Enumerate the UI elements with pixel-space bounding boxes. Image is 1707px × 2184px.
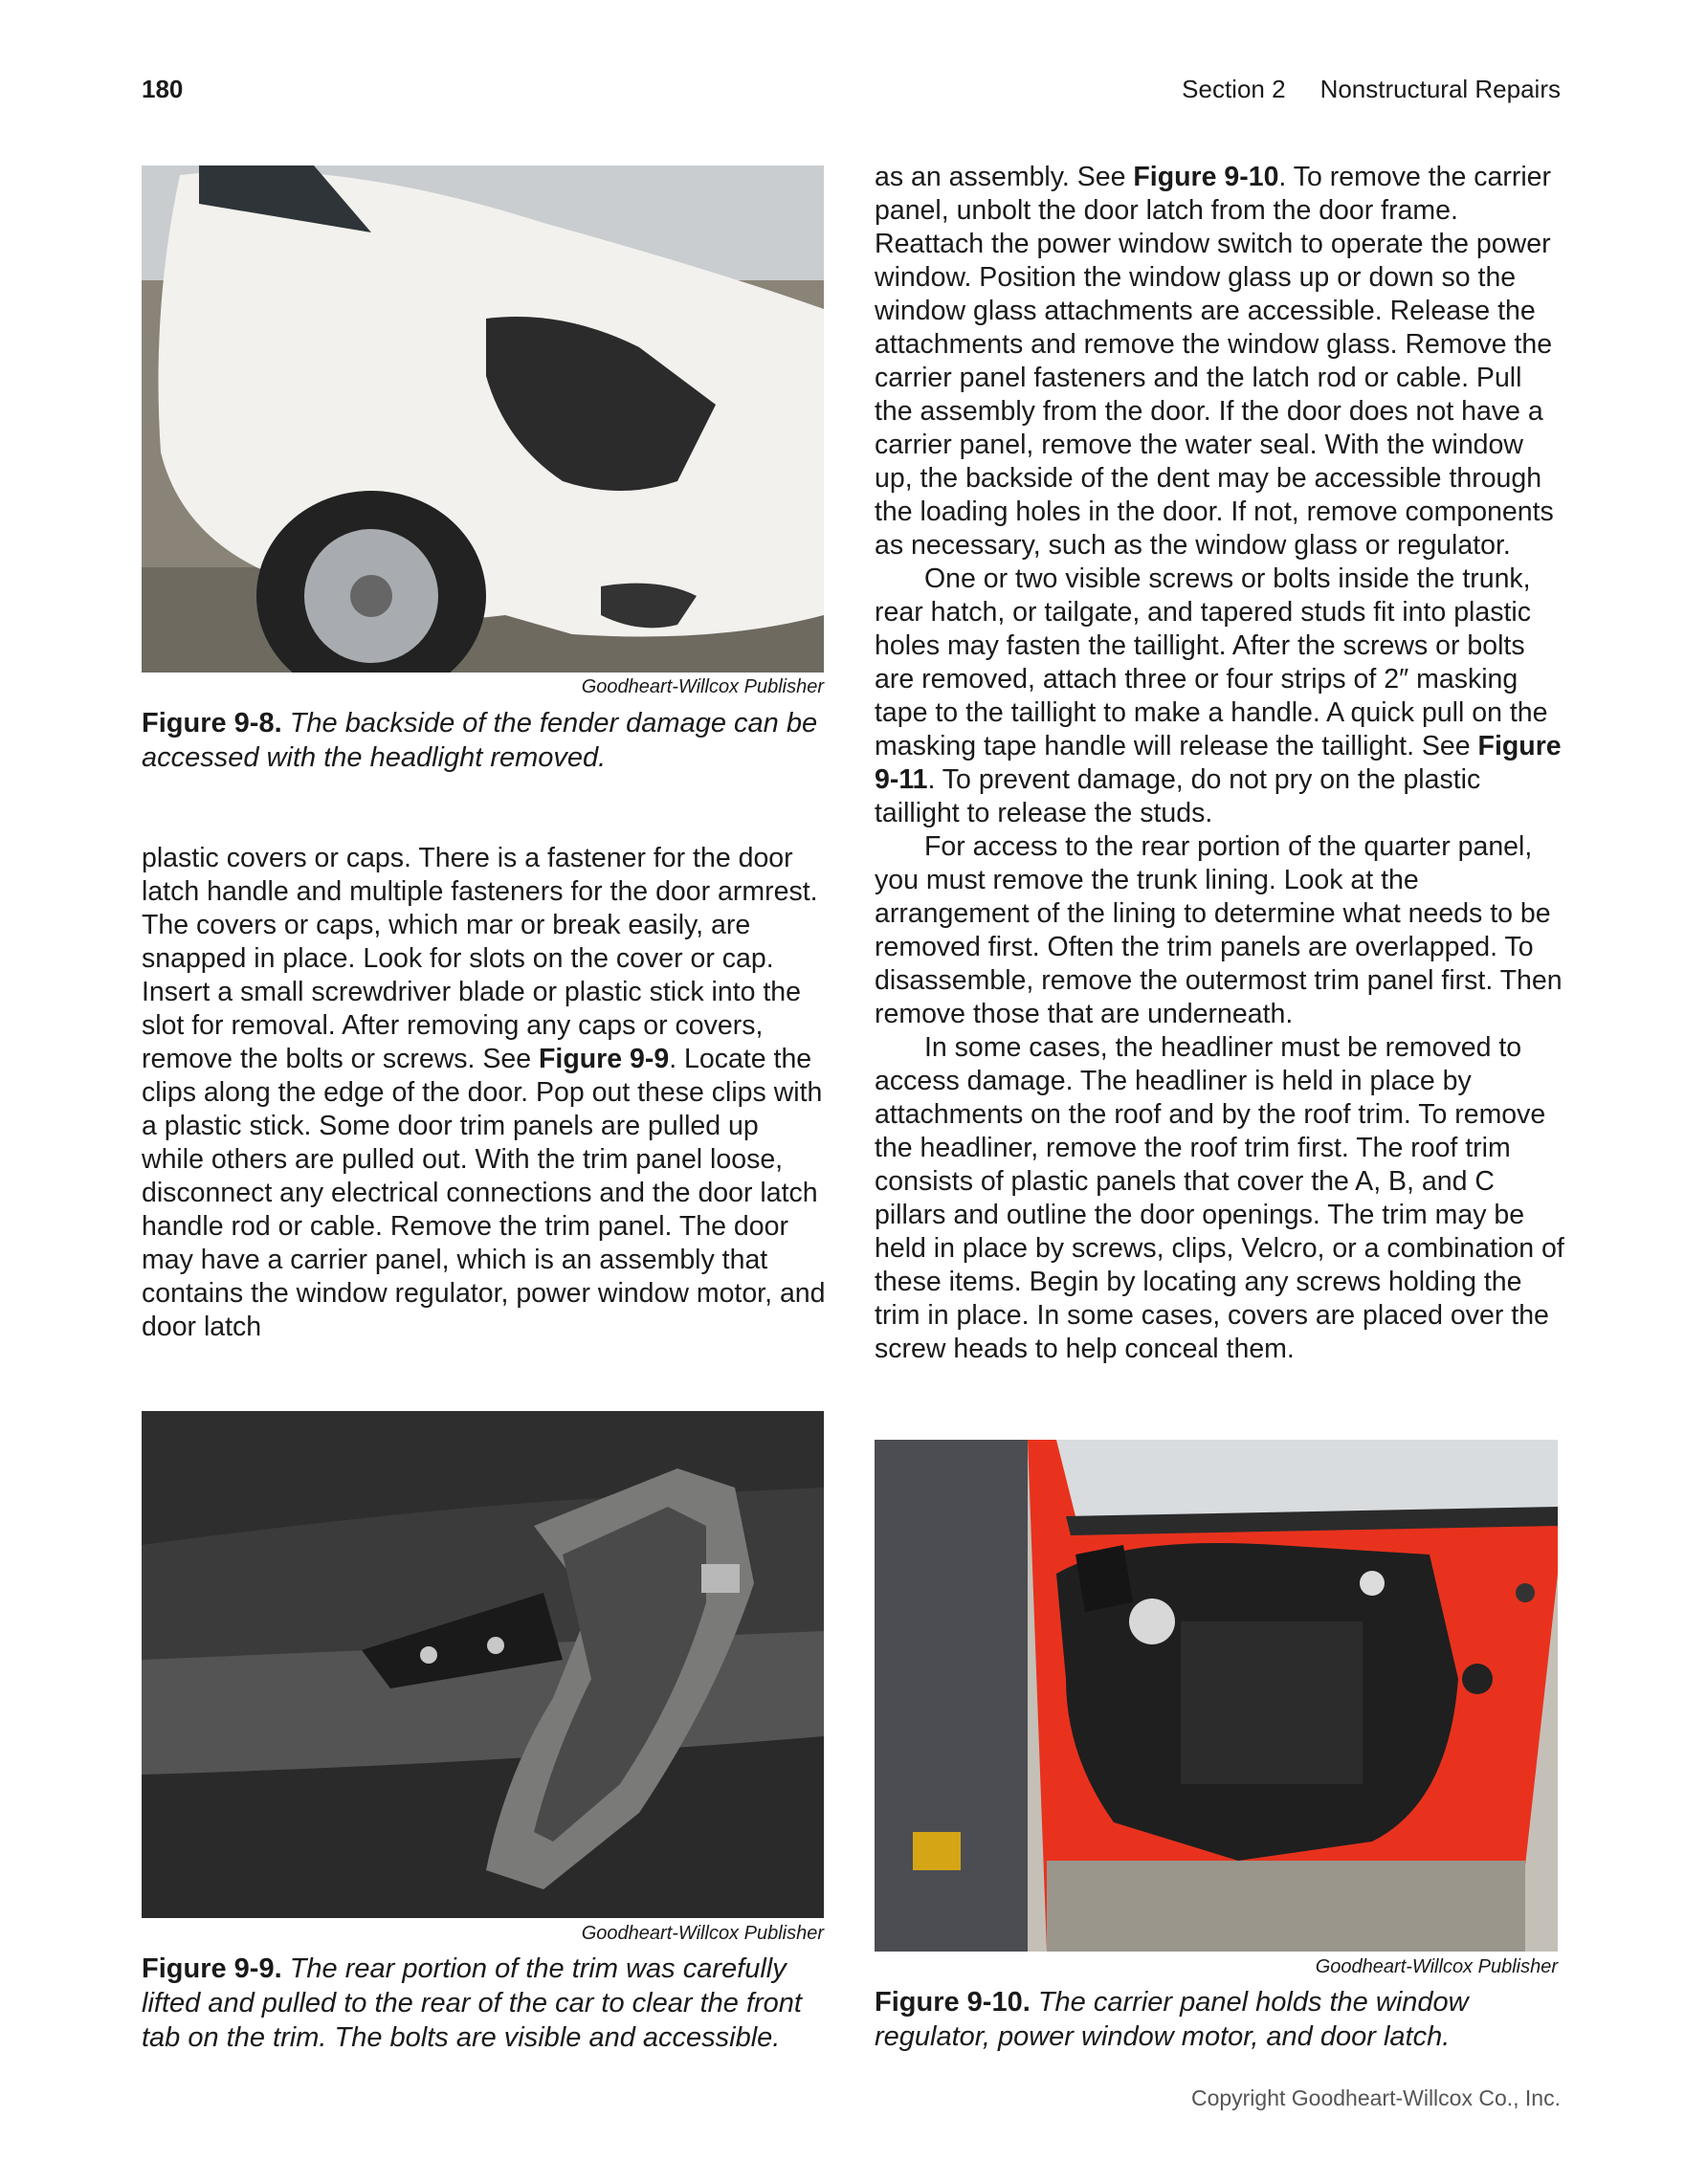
paragraph: In some cases, the headliner must be removed to access damage. The headliner is held in place by attachments on the roof and by the roof trim. To remove the headliner, remove the roof trim first. The roof trim consists of plastic panels that cover the A, B, and C pillars and outline the door openings. The trim may be held in place by screws, clips, Velcro, or a combination of these items. Begin by locating any screws holding the trim in place. In some cases, covers are placed over the screw heads to help conceal them. xyxy=(875,1032,1564,1364)
figure-9-8-label: Figure 9-8. xyxy=(142,708,282,739)
section-number: Section 2 xyxy=(1182,75,1286,103)
figure-9-9-label: Figure 9-9. xyxy=(142,1953,282,1984)
section-header xyxy=(1182,75,1561,104)
left-column-text xyxy=(142,842,826,1344)
figure-reference: Figure 9-9 xyxy=(539,1044,670,1074)
figure-9-8-caption-text: The backside of the fender damage can be accessed with the headlight removed. xyxy=(142,708,818,773)
page-number: 180 xyxy=(142,75,184,103)
figure-9-9-caption-text: The rear portion of the trim was carefully lifted and pulled to the rear of the car to clear the front tab on the trim. The bolts are visible and accessible. xyxy=(142,1953,802,2053)
paragraph: One or two visible screws or bolts inside the trunk, rear hatch, or tailgate, and tapered studs fit into plastic holes may fasten the taillight. After the screws or bolts are removed, attach three or four strips of 2″ masking tape to the taillight to make a handle. A quick pull on the masking tape handle will release the taillight. See Figure 9-11. To prevent damage, do not pry on the plastic taillight to release the studs. xyxy=(875,563,1562,828)
figure-9-9-credit: Goodheart-Willcox Publisher xyxy=(581,1923,824,1944)
section-title: Nonstructural Repairs xyxy=(1319,75,1561,103)
copyright-footer: Copyright Goodheart-Willcox Co., Inc. xyxy=(1190,2085,1561,2110)
paragraph: For access to the rear portion of the quarter panel, you must remove the trunk lining. Look at the arrangement of the lining to determine what needs to be removed first. Often the trim panels are overlapped. To disassemble, remove the outermost trim panel first. Then remove those that are underneath. xyxy=(875,831,1563,1029)
figure-9-8-caption xyxy=(142,706,824,775)
figure-reference: Figure 9-11 xyxy=(875,731,1562,795)
figure-9-10-photo xyxy=(875,1440,1558,1952)
right-column-text xyxy=(875,161,1565,1366)
figure-9-10-credit: Goodheart-Willcox Publisher xyxy=(1315,1956,1558,1977)
paragraph: as an assembly. See Figure 9-10. To remove the carrier panel, unbolt the door latch from the door frame. Reattach the power window switch to operate the power window. Position the window glass up or down so the window glass attachments are accessible. Release the attachments and remove the window glass. Remove the carrier panel fasteners and the latch rod or cable. Pull the assembly from the door. If the door does not have a carrier panel, remove the water seal. With the window up, the backside of the dent may be accessible through the loading holes in the door. If not, remove components as necessary, such as the window glass or regulator. xyxy=(875,162,1554,561)
figure-9-10-caption xyxy=(875,1985,1558,2054)
figure-9-8-credit: Goodheart-Willcox Publisher xyxy=(581,676,824,697)
figure-9-8-photo xyxy=(142,165,824,673)
figure-9-9-caption xyxy=(142,1952,824,2055)
figure-9-10-caption-text: The carrier panel holds the window regulator, power window motor, and door latch. xyxy=(875,1987,1469,2052)
figure-9-9-photo xyxy=(142,1411,824,1918)
figure-9-10-label: Figure 9-10. xyxy=(875,1987,1031,2018)
paragraph: plastic covers or caps. There is a fastener for the door latch handle and multiple fasteners for the door armrest. The covers or caps, which mar or break easily, are snapped in place. Look for slots on the cover or cap. Insert a small screwdriver blade or plastic stick into the slot for removal. After removing any caps or covers, remove the bolts or screws. See Figure 9-9. Locate the clips along the edge of the door. Pop out these clips with a plastic stick. Some door trim panels are pulled up while others are pulled out. With the trim panel loose, disconnect any electrical connections and the door latch handle rod or cable. Remove the trim panel. The door may have a carrier panel, which is an assembly that contains the window regulator, power window motor, and door latch xyxy=(142,843,826,1342)
figure-reference: Figure 9-10 xyxy=(1133,162,1279,192)
